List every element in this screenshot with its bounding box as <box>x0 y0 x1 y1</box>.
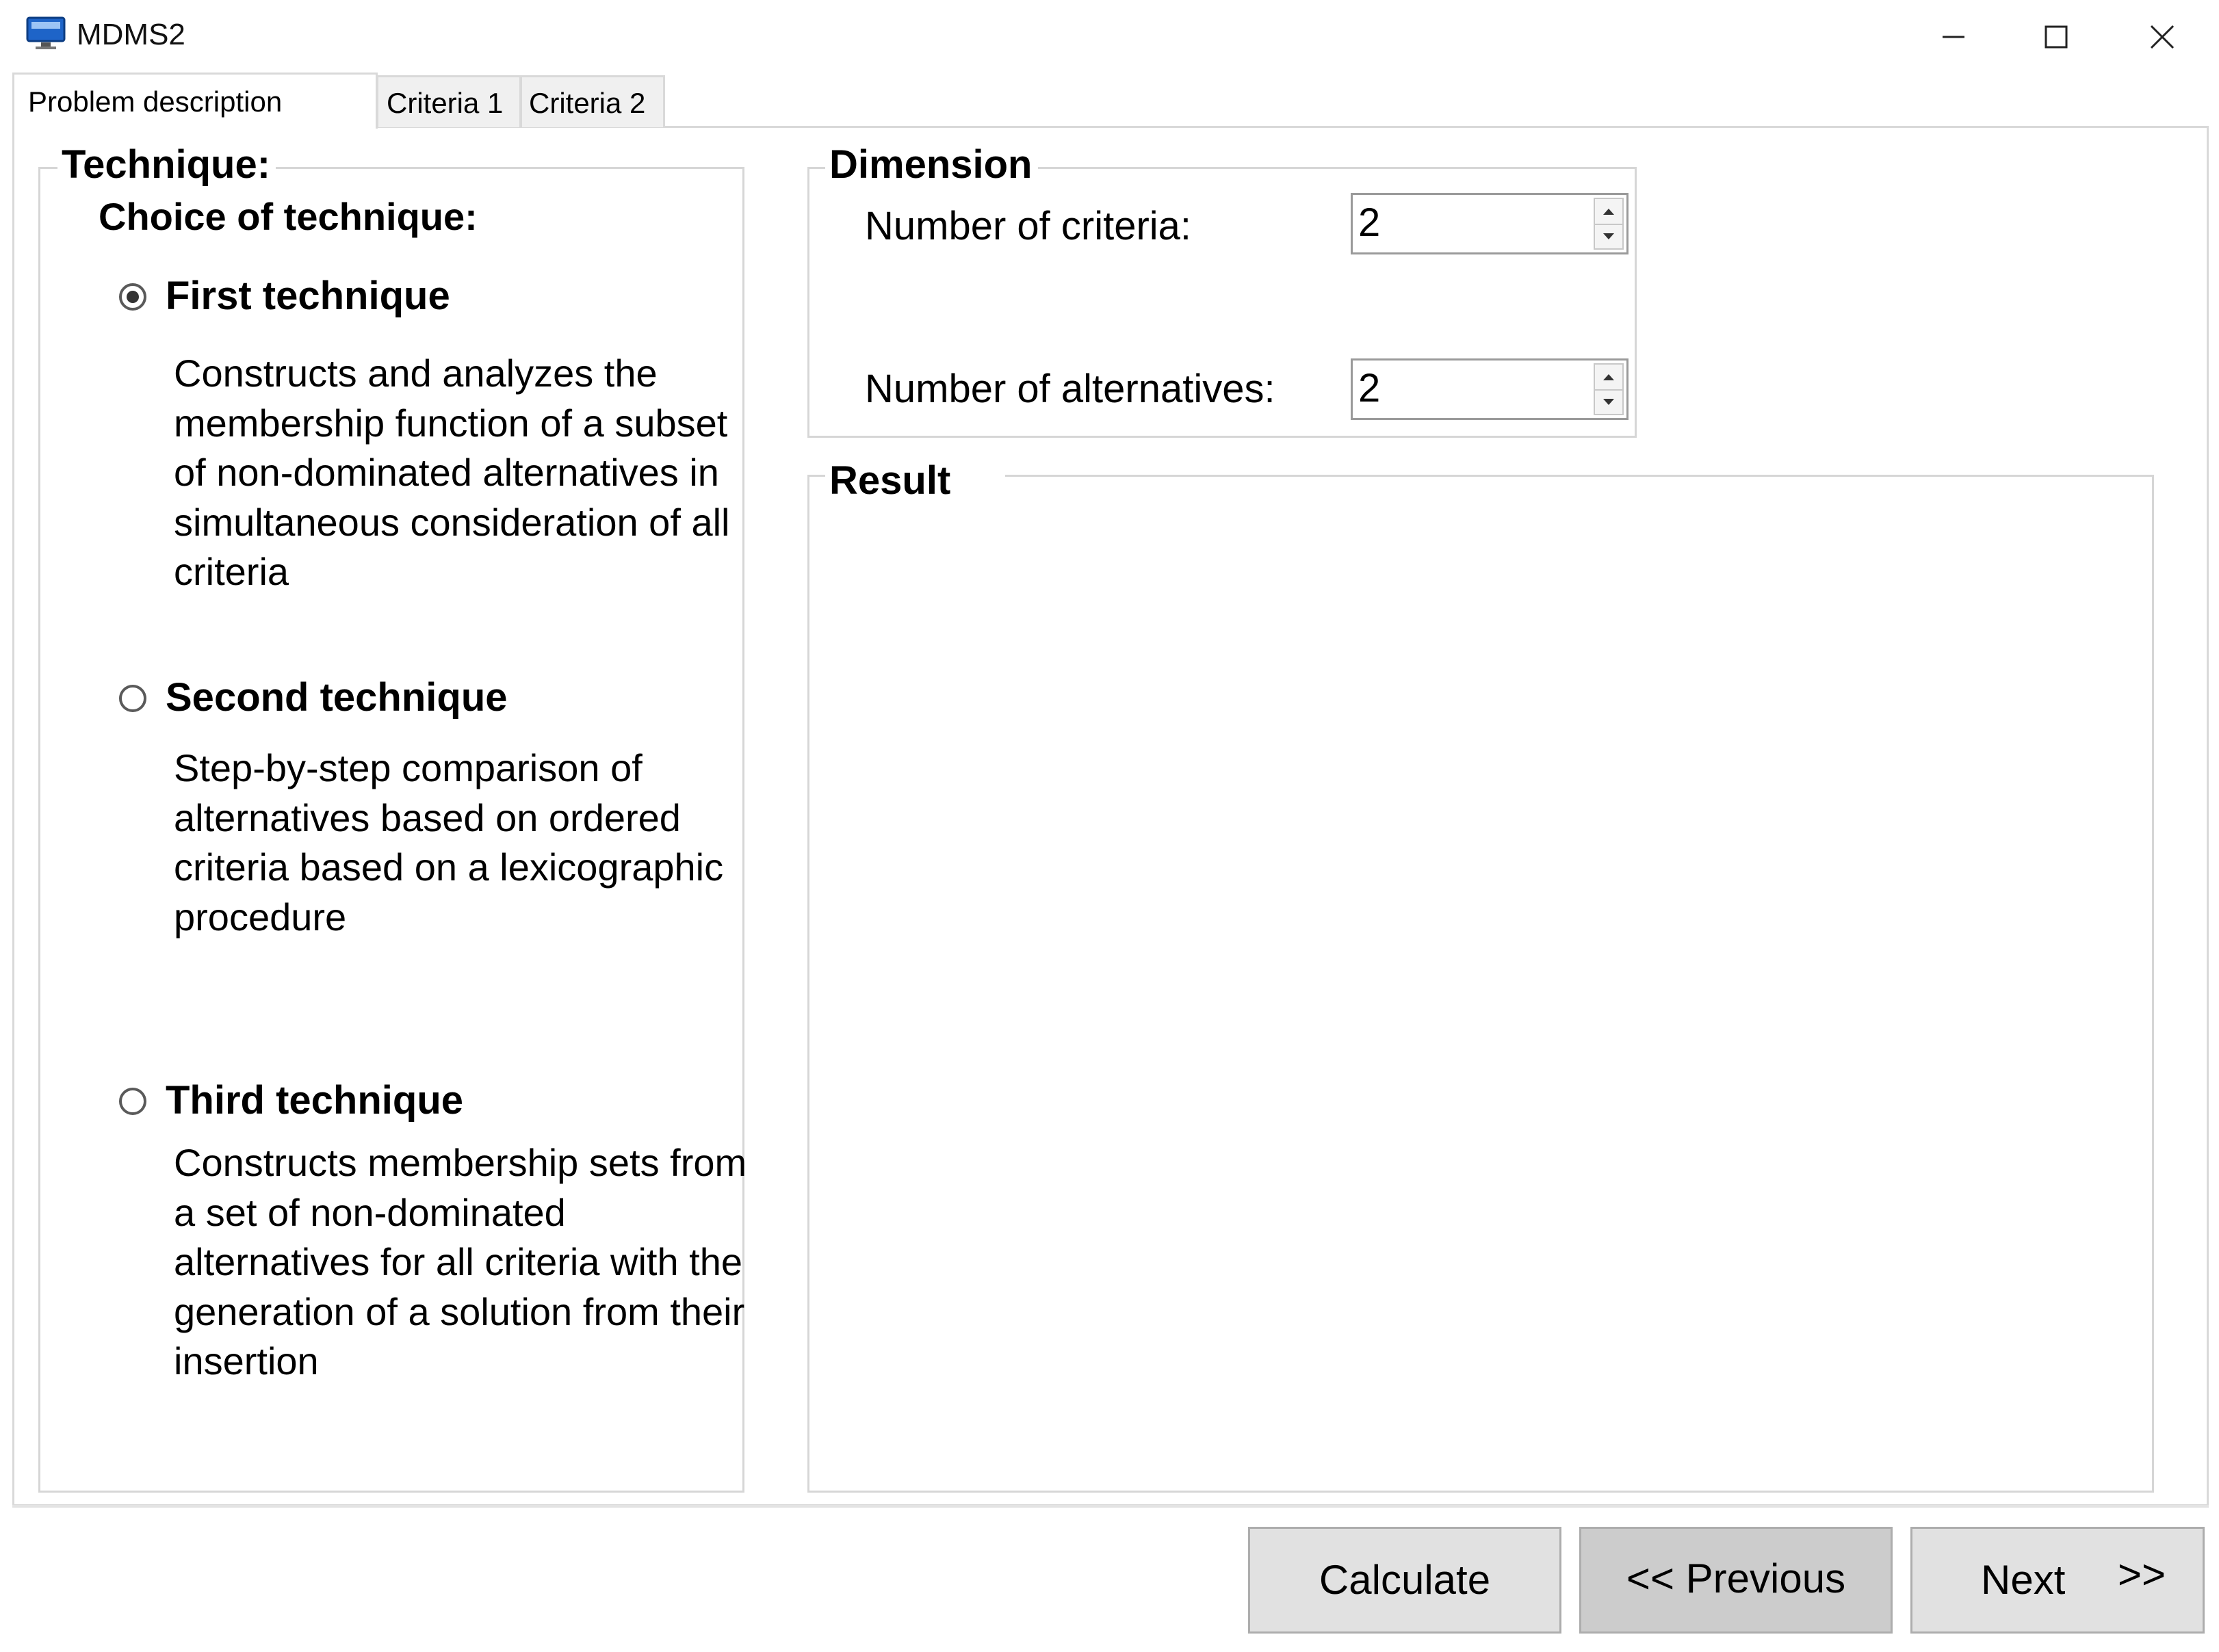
bottom-divider <box>12 1505 2209 1508</box>
arrow-up-icon <box>1603 209 1614 215</box>
previous-button[interactable]: << Previous <box>1579 1527 1893 1634</box>
minimize-icon <box>1940 23 1967 51</box>
title-bar <box>0 0 2219 71</box>
next-button-label: Next <box>1981 1557 2066 1603</box>
number-of-alternatives-label: Number of alternatives: <box>865 367 1275 411</box>
window-title: MDMS2 <box>77 18 185 51</box>
arrow-down-icon <box>1603 233 1614 239</box>
maximize-button[interactable] <box>2019 10 2094 64</box>
alternatives-increment-button[interactable] <box>1595 365 1622 391</box>
arrow-up-icon <box>1603 374 1614 380</box>
calculate-button[interactable]: Calculate <box>1248 1527 1561 1634</box>
maximize-icon <box>2042 23 2070 51</box>
first-technique-description: Constructs and analyzes the membership function of a subset of non-dominated alternatives in simultaneous consideration of all criteria <box>174 352 730 593</box>
radio-selected-dot <box>127 291 139 303</box>
tab-criteria-1[interactable]: Criteria 1 <box>376 75 521 127</box>
second-technique-label[interactable]: Second technique <box>166 675 508 720</box>
result-group-title: Result <box>825 457 1005 505</box>
number-of-alternatives-value[interactable]: 2 <box>1358 366 1381 410</box>
technique-group-title: Technique: <box>57 141 276 189</box>
close-icon <box>2149 23 2176 51</box>
arrow-down-icon <box>1603 399 1614 405</box>
tab-criteria-2[interactable]: Criteria 2 <box>520 75 665 127</box>
spinner-buttons <box>1594 198 1624 250</box>
spinner-buttons <box>1594 363 1624 415</box>
result-group <box>807 475 2154 1493</box>
number-of-criteria-value[interactable]: 2 <box>1358 200 1381 245</box>
choice-of-technique-label: Choice of technique: <box>99 195 478 238</box>
first-technique-label[interactable]: First technique <box>166 274 450 318</box>
first-technique-radio[interactable] <box>119 283 146 311</box>
criteria-decrement-button[interactable] <box>1595 224 1622 248</box>
number-of-alternatives-spinner[interactable] <box>1351 358 1628 420</box>
tab-problem-description[interactable]: Problem description <box>12 73 378 129</box>
criteria-increment-button[interactable] <box>1595 199 1622 225</box>
second-technique-radio[interactable] <box>119 685 146 712</box>
third-technique-radio[interactable] <box>119 1088 146 1115</box>
minimize-button[interactable] <box>1916 10 1991 64</box>
alternatives-decrement-button[interactable] <box>1595 389 1622 414</box>
second-technique-description: Step-by-step comparison of alternatives based on ordered criteria based on a lexicographic procedure <box>174 746 724 939</box>
third-technique-label[interactable]: Third technique <box>166 1078 463 1123</box>
dimension-group-title: Dimension <box>825 141 1038 189</box>
app-icon <box>26 16 66 51</box>
next-button[interactable] <box>1910 1527 2205 1634</box>
close-button[interactable] <box>2125 10 2200 64</box>
third-technique-description: Constructs membership sets from a set of non-dominated alternatives for all criteria with the generation of a solution from their insertion <box>174 1141 747 1382</box>
number-of-criteria-label: Number of criteria: <box>865 204 1192 248</box>
next-arrow-label: >> <box>2118 1551 2166 1597</box>
number-of-criteria-spinner[interactable] <box>1351 193 1628 254</box>
